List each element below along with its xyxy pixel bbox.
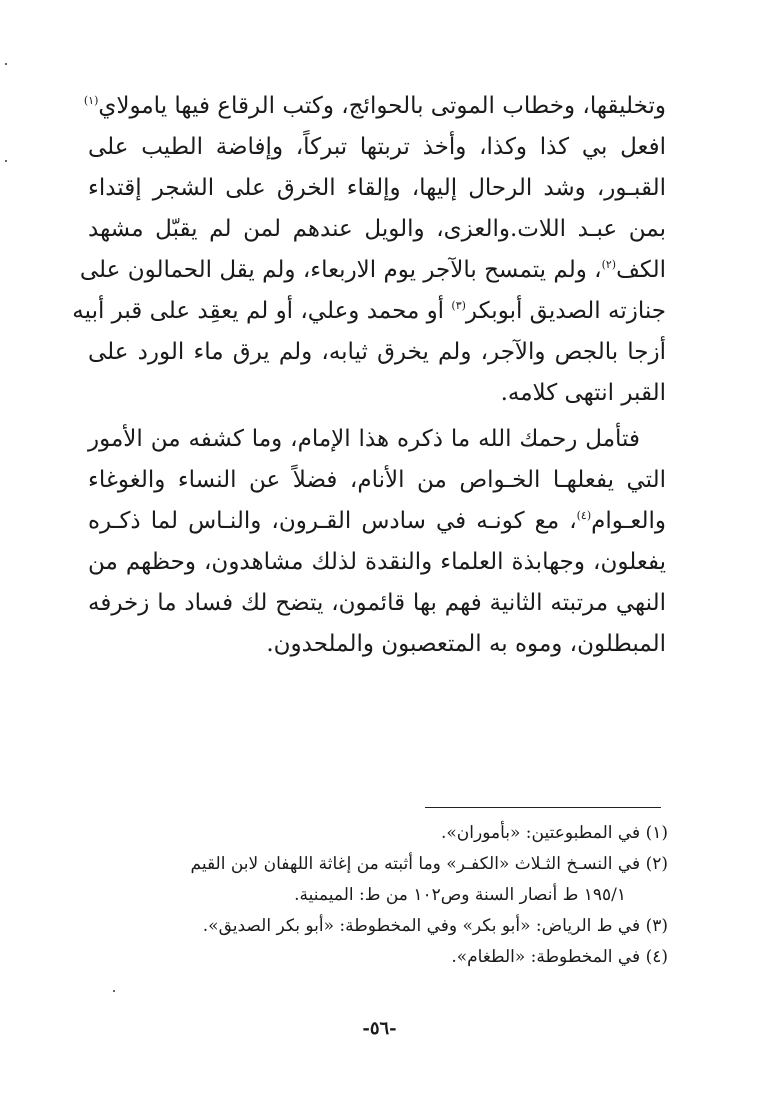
text-line: افعل بي كذا وكذا، وأخذ تربتها تبركاً، وإفاضة الطيب على bbox=[88, 134, 666, 160]
text-line: القبر انتهى كلامه. bbox=[500, 380, 666, 406]
paragraph-1 bbox=[72, 86, 666, 414]
text-line: أزجا بالجص والآجر، ولم يخرق ثيابه، ولم يرق ماء الورد على bbox=[88, 339, 666, 365]
text-line: النهي مرتبته الثانية فهم بها قائمون، يتضح لك فساد ما زخرفه bbox=[88, 590, 666, 616]
text-line: الكف$^{(٢)}$، ولم يتمسح بالآجر يوم الاربعاء، ولم يقل الحمالون على bbox=[79, 257, 666, 283]
footnote-3: (٣) في ط الرياض: «أبو بكر» وفي المخطوطة: «أبو بكر الصديق». bbox=[202, 916, 668, 936]
page-number: -٥٦- bbox=[362, 1018, 397, 1039]
text-line: جنازته الصديق أبوبكر$^{(٣)}$ أو محمد وعلي، أو لم يعقِد على قبر أبيه bbox=[72, 298, 666, 324]
text-line: والعـوام$^{(٤)}$، مع كونـه في سادس القـرون، والنـاس لما ذكـره bbox=[88, 508, 666, 534]
text-line: التي يفعلهـا الخـواص من الأنام، فضلاً عن النساء والغوغاء bbox=[88, 467, 666, 493]
paragraph-2 bbox=[88, 419, 666, 665]
text-line: وتخليقها، وخطاب الموتى بالحوائج، وكتب الرقاع فيها يامولاي$^{(١)}$ bbox=[83, 93, 666, 119]
text-line: فتأمل رحمك الله ما ذكره هذا الإمام، وما كشفه من الأمور bbox=[88, 426, 640, 452]
footnote-ref-1[interactable]: (١) bbox=[83, 94, 99, 107]
footnote-ref-4[interactable]: (٤) bbox=[576, 509, 592, 522]
footnote-1: (١) في المطبوعتين: «بأموران». bbox=[440, 823, 668, 843]
footnote-ref-3[interactable]: (٣) bbox=[451, 299, 466, 312]
footnote-separator bbox=[425, 807, 661, 808]
scan-speck bbox=[5, 160, 7, 162]
main-text bbox=[72, 86, 666, 665]
text-line: القبـور، وشد الرحال إليها، وإلقاء الخرق على الشجر إقتداء bbox=[88, 175, 666, 201]
footnote-4: (٤) في المخطوطة: «الطغام». bbox=[451, 947, 668, 967]
text-line: يفعلون، وجهابذة العلماء والنقدة لذلك مشاهدون، وحظهم من bbox=[88, 549, 666, 575]
text-line: المبطلون، وموه به المتعصبون والملحدون. bbox=[266, 631, 666, 657]
scan-speck bbox=[5, 63, 7, 65]
text-line: بمن عبـد اللات.والعزى، والويل عندهم لمن لم يقبّل مشهد bbox=[88, 216, 666, 242]
footnotes bbox=[110, 818, 668, 973]
footnote-2: (٢) في النسـخ الثـلاث «الكفـر» وما أثبته من إغاثة اللهفان لابن القيم bbox=[190, 854, 668, 874]
footnote-ref-2[interactable]: (٢) bbox=[601, 258, 617, 271]
footnote-2-continued: ١٩٥/١ ط أنصار السنة وص١٠٢ من ط: الميمنية. bbox=[294, 885, 626, 905]
scan-speck bbox=[113, 990, 115, 992]
